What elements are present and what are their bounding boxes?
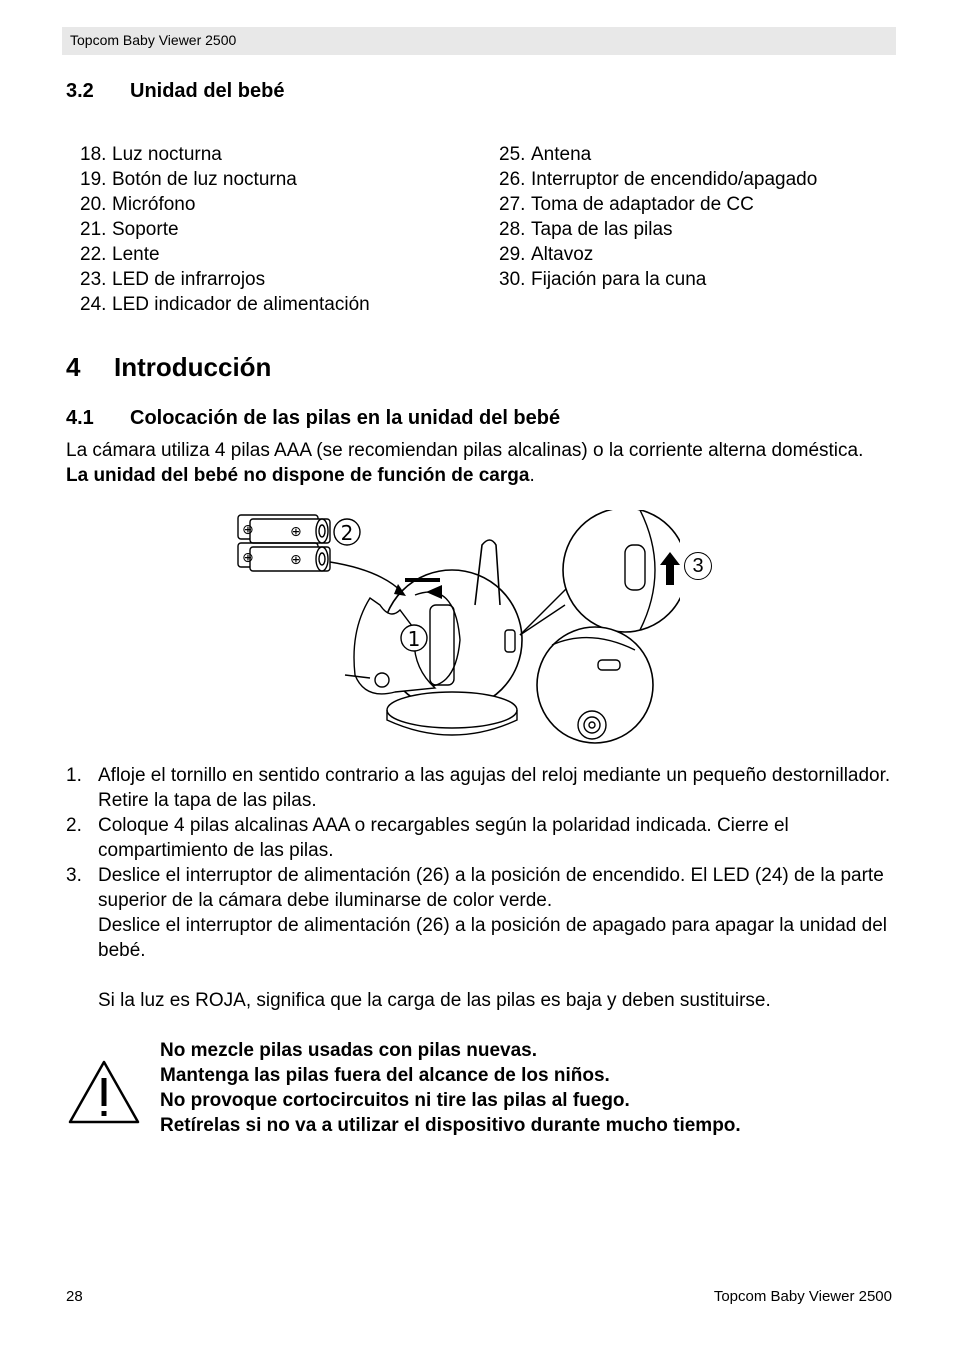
intro-end: . [529,465,535,486]
steps-list [66,763,896,1013]
running-header [62,27,896,55]
callout-1-label: 1 [407,627,421,651]
footer-title: Topcom Baby Viewer 2500 [713,1288,892,1305]
parts-list-right [499,142,817,292]
arrow-curve [330,562,402,592]
list-item: 19. Botón de luz nocturna [80,169,297,190]
svg-text:⊕: ⊕ [290,552,302,568]
list-item: 22. Lente [80,244,160,265]
list-item: 20. Micrófono [80,194,196,215]
list-item: 28. Tapa de las pilas [499,219,673,240]
header-title: Topcom Baby Viewer 2500 [70,32,237,48]
batteries-icon [238,515,330,571]
intro-text: La cámara utiliza 4 pilas AAA (se recomiendan pilas alcalinas) o la corriente alterna doméstica. [66,440,864,461]
zoom-switch-bubble [563,510,680,632]
list-item: 23. LED de infrarrojos [80,269,266,290]
warning-icon [66,1058,142,1126]
list-item: 25. Antena [499,144,592,165]
list-item: 27. Toma de adaptador de CC [499,194,754,215]
battery-installation-illustration [230,510,680,746]
list-item: 29. Altavoz [499,244,594,265]
callout-3: 3 [684,552,712,580]
section-title: Unidad del bebé [130,80,285,102]
chapter-number: 4 [66,352,81,382]
section-number: 3.2 [66,80,94,102]
page-number: 28 [66,1288,83,1305]
warning-text: No mezcle pilas usadas con pilas nuevas. Mantenga las pilas fuera del alcance de los niños. No provoque cortocircuitos ni tire las pilas al fuego. Retírelas si no va a utilizar el dispositivo durante mucho tiempo. [160,1040,741,1136]
svg-text:⊕: ⊕ [242,522,254,538]
list-item: 1. Afloje el tornillo en sentido contrario a las agujas del reloj mediante un pequeño destornillador. Retire la tapa de las pilas. [66,765,891,811]
list-item: 26. Interruptor de encendido/apagado [499,169,818,190]
list-item: 18. Luz nocturna [80,144,222,165]
chapter-title: Introducción [114,352,272,382]
svg-text:⊕: ⊕ [290,524,302,540]
section-title: Colocación de las pilas en la unidad del bebé [130,407,561,429]
list-item: 3. Deslice el interruptor de alimentación (26) a la posición de encendido. El LED (24) de la parte superior de la cámara debe iluminarse de color verde. Deslice el interruptor de alimentación (26) a la posición de apagado para apagar la unidad del bebé. Si la luz es ROJA, significa que la carga de las pilas es baja y deben sustituirse. [66,865,888,1011]
antenna-icon [475,540,500,605]
chapter-4-heading [66,352,272,383]
intro-bold-text: La unidad del bebé no dispone de función de carga [66,465,530,486]
list-item: 24. LED indicador de alimentación [80,294,370,315]
svg-text:⊕: ⊕ [242,550,254,566]
intro-paragraph [66,438,886,488]
camera-base [387,692,517,728]
section-number: 4.1 [66,407,94,429]
list-item: 21. Soporte [80,219,179,240]
callout-2-label: 2 [340,521,354,545]
list-item: 30. Fijación para la cuna [499,269,707,290]
list-item: 2. Coloque 4 pilas alcalinas AAA o recargables según la polaridad indicada. Cierre el compartimiento de las pilas. [66,815,789,861]
parts-list-left [80,142,370,317]
